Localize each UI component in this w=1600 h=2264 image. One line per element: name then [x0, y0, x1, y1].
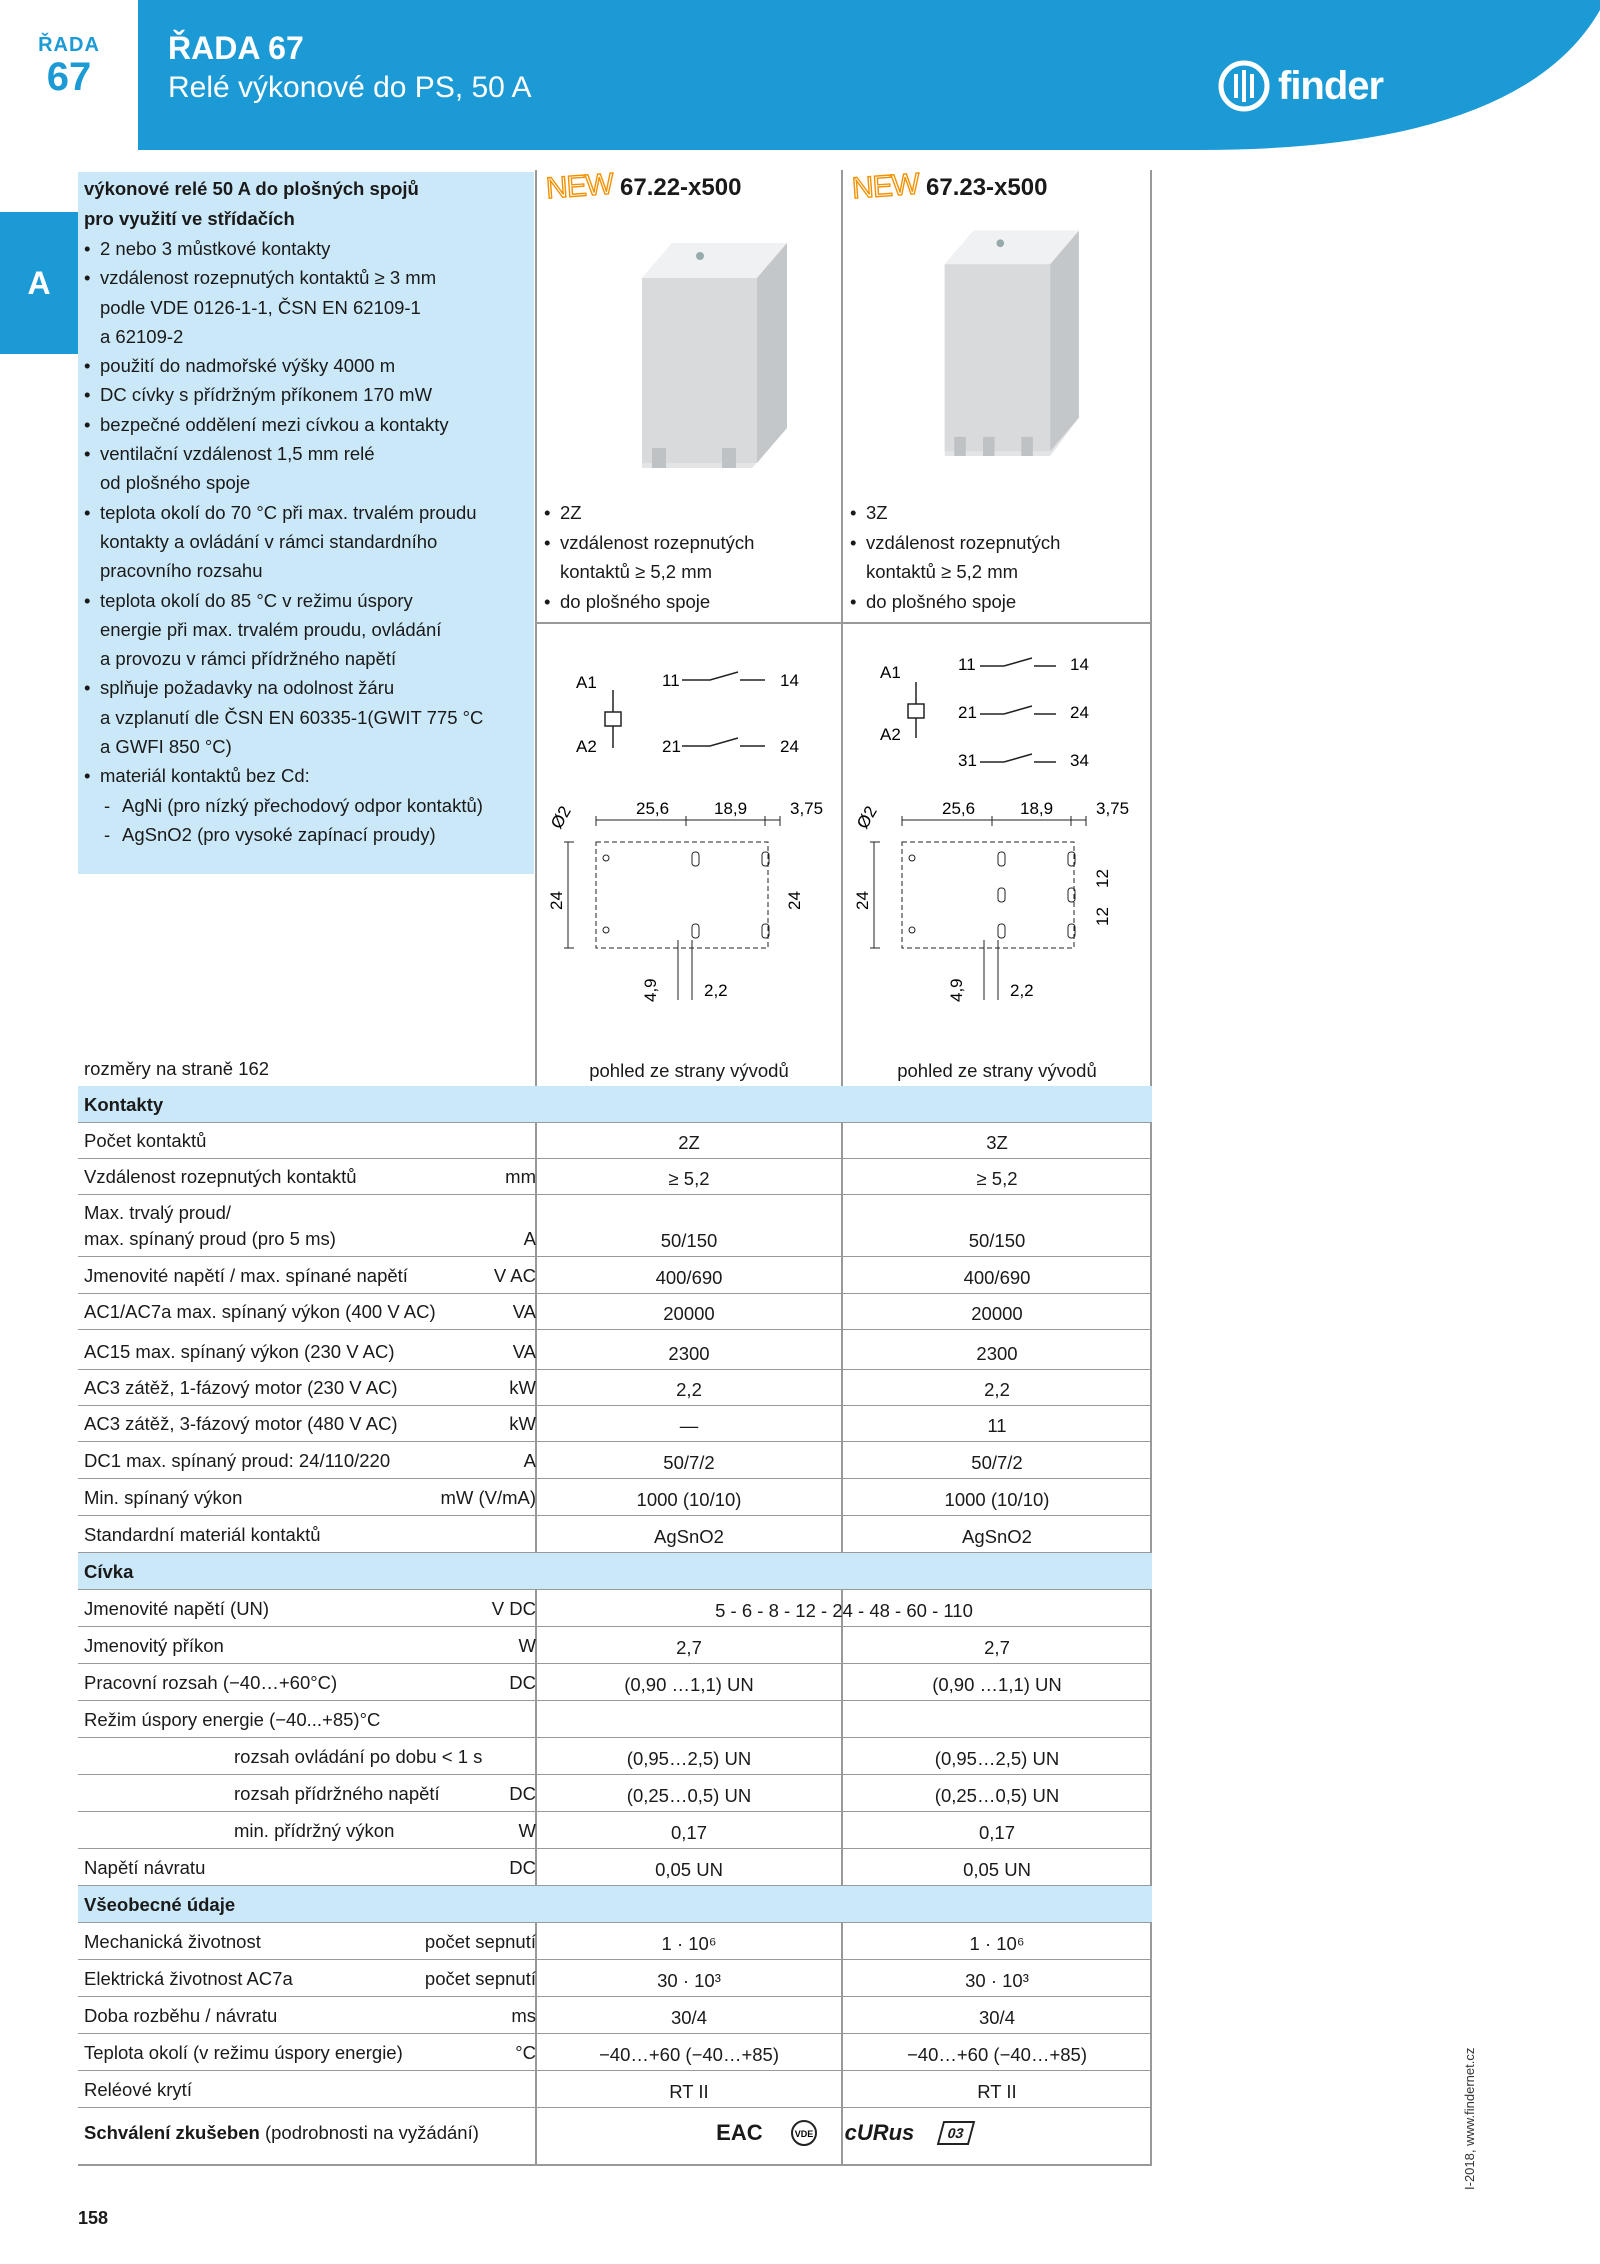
wiring-diagram	[846, 630, 1146, 1010]
section-tab: A	[0, 212, 78, 354]
product-features: • 2Z • vzdálenost rozepnutých • kontaktů ≥ 5,2 mm • do plošného spoje	[544, 498, 754, 616]
ul-mark-icon: cURus	[844, 2120, 915, 2145]
brand-logo	[1218, 56, 1383, 116]
list-item: • splňuje požadavky na odolnost žáru	[84, 673, 534, 702]
svg-text:4,9: 4,9	[641, 978, 660, 1002]
coil-a1-label: A1	[576, 673, 597, 692]
svg-text:31: 31	[958, 751, 977, 770]
list-item: a vzplanutí dle ČSN EN 60335-1(GWIT 775 °C	[100, 706, 484, 728]
section-header: Cívka	[78, 1553, 1152, 1590]
brand-name: finder	[1278, 63, 1384, 108]
relay-image	[922, 226, 1092, 456]
list-item: - AgNi (pro nízký přechodový odpor kontaktů)	[84, 791, 534, 820]
table-row: Jmenovité napětí / max. spínané napětí V AC 400/690 400/690	[78, 1257, 1152, 1294]
svg-text:34: 34	[1070, 751, 1089, 770]
divider	[535, 622, 1150, 624]
table-row: DC1 max. spínaný proud: 24/110/220 A 50/7/2 50/7/2	[78, 1442, 1152, 1479]
list-item: a GWFI 850 °C)	[100, 736, 232, 758]
list-item: energie při max. trvalém proudu, ovládání	[100, 618, 442, 640]
table-row: min. přídržný výkon W 0,17 0,17	[78, 1812, 1152, 1849]
svg-text:Ø2: Ø2	[853, 802, 881, 832]
table-row: Jmenovitý příkon W 2,7 2,7	[78, 1627, 1152, 1664]
list-item: • ventilační vzdálenost 1,5 mm relé	[84, 439, 534, 468]
svg-text:2,2: 2,2	[704, 981, 728, 1000]
svg-text:14: 14	[1070, 655, 1089, 674]
table-row: Napětí návratu DC 0,05 UN 0,05 UN	[78, 1849, 1152, 1886]
svg-text:24: 24	[547, 891, 566, 910]
svg-text:18,9: 18,9	[1020, 799, 1054, 818]
list-item: • bezpečné oddělení mezi cívkou a kontakty	[84, 410, 534, 439]
svg-text:3,75: 3,75	[1096, 799, 1130, 818]
feature-list	[78, 234, 534, 849]
list-item: • materiál kontaktů bez Cd:	[84, 761, 534, 790]
table-row: rozsah přídržného napětí DC (0,25…0,5) UN (0,25…0,5) UN	[78, 1775, 1152, 1812]
relay-image	[622, 238, 792, 468]
svg-text:12: 12	[1093, 869, 1112, 888]
new-badge: NEW	[850, 167, 921, 206]
table-row: AC1/AC7a max. spínaný výkon (400 V AC) VA 20000 20000	[78, 1293, 1152, 1330]
svg-text:Ø2: Ø2	[547, 802, 575, 832]
coil-a2-label: A2	[576, 737, 597, 756]
section-header: Kontakty	[78, 1086, 1152, 1123]
list-item: • teplota okolí do 85 °C v režimu úspory	[84, 586, 534, 615]
table-row: rozměry na straně 162 pohled ze strany vývodů pohled ze strany vývodů	[84, 1058, 1097, 1081]
eac-mark-icon: EAC	[716, 2120, 763, 2145]
title: ŘADA 67	[168, 30, 304, 66]
list-item: a 62109-2	[100, 325, 184, 347]
svg-text:11: 11	[958, 655, 976, 674]
subtitle: Relé výkonové do PS, 50 A	[168, 71, 532, 104]
list-item: • teplota okolí do 70 °C při max. trvalém proudu	[84, 498, 534, 527]
table-row: Vzdálenost rozepnutých kontaktů mm ≥ 5,2 ≥ 5,2	[78, 1158, 1152, 1195]
svg-text:21: 21	[662, 737, 681, 756]
table-row: Doba rozběhu / návratu ms 30/4 30/4	[78, 1997, 1152, 2034]
svg-text:4,9: 4,9	[947, 978, 966, 1002]
product-code: 67.23-x500	[926, 174, 1048, 201]
wiring-diagram	[540, 630, 840, 1010]
approval-marks	[536, 2118, 1152, 2148]
list-item: pracovního rozsahu	[100, 560, 263, 582]
table-row: Elektrická životnost AC7a počet sepnutí 30 · 10³ 30 · 10³	[78, 1960, 1152, 1997]
table-row: rozsah ovládání po dobu < 1 s (0,95…2,5) UN (0,95…2,5) UN	[78, 1738, 1152, 1775]
svg-text:21: 21	[958, 703, 977, 722]
table-row: Min. spínaný výkon mW (V/mA) 1000 (10/10) 1000 (10/10)	[78, 1479, 1152, 1516]
edition-note: I-2018, www.findernet.cz	[1462, 2047, 1477, 2190]
list-item: od plošného spoje	[100, 472, 251, 494]
table-row: Schválení zkušeben (podrobnosti na vyžádání) EAC VDE cURus 03	[78, 2108, 1152, 2166]
svg-text:25,6: 25,6	[942, 799, 976, 818]
table-row: Pracovní rozsah (−40…+60°C) DC (0,90 …1,1) UN (0,90 …1,1) UN	[78, 1664, 1152, 1701]
table-row: Počet kontaktů 2Z 3Z	[78, 1122, 1152, 1159]
svg-text:11: 11	[662, 671, 680, 690]
section-header: Všeobecné údaje	[78, 1886, 1152, 1923]
table-row: Teplota okolí (v režimu úspory energie) °C −40…+60 (−40…+85) −40…+60 (−40…+85)	[78, 2034, 1152, 2071]
list-item: - AgSnO2 (pro vysoké zapínací proudy)	[84, 820, 534, 849]
svg-text:24: 24	[853, 891, 872, 910]
finder-logo-icon	[1218, 60, 1270, 112]
new-badge: NEW	[544, 167, 615, 206]
table-row: Jmenovité napětí (UN) V DC 5 - 6 - 8 - 12 - 24 - 48 - 60 - 110	[78, 1590, 1152, 1627]
product-features: • 3Z • vzdálenost rozepnutých • kontaktů ≥ 5,2 mm • do plošného spoje	[850, 498, 1060, 616]
feature-box	[78, 172, 534, 874]
feature-title: výkonové relé 50 A do plošných spojů pro využití ve střídačích	[84, 178, 419, 229]
svg-text:24: 24	[780, 737, 799, 756]
page-title	[168, 30, 532, 105]
table-row: AC3 zátěž, 1-fázový motor (230 V AC) kW 2,2 2,2	[78, 1369, 1152, 1406]
table-row: Standardní materiál kontaktů AgSnO2 AgSnO2	[78, 1516, 1152, 1553]
svg-text:24: 24	[785, 891, 804, 910]
svg-text:2,2: 2,2	[1010, 981, 1034, 1000]
svg-text:A1: A1	[880, 663, 901, 682]
product-features-fix	[544, 558, 560, 586]
svg-text:24: 24	[1070, 703, 1089, 722]
svg-text:A2: A2	[880, 725, 901, 744]
product-features-fix	[850, 558, 866, 586]
table-row: Reléové krytí RT II RT II	[78, 2071, 1152, 2108]
table-row: AC15 max. spínaný výkon (230 V AC) VA 2300 2300	[78, 1333, 1152, 1370]
table-row: Mechanická životnost počet sepnutí 1 · 10⁶ 1 · 10⁶	[78, 1923, 1152, 1960]
svg-text:18,9: 18,9	[714, 799, 748, 818]
svg-text:14: 14	[780, 671, 799, 690]
list-item: • 2 nebo 3 můstkové kontakty	[84, 234, 534, 263]
list-item: • použití do nadmořské výšky 4000 m	[84, 351, 534, 380]
vde-mark-icon	[789, 2118, 819, 2148]
svg-text:25,6: 25,6	[636, 799, 670, 818]
svg-text:12: 12	[1093, 907, 1112, 926]
table-row: AC3 zátěž, 3-fázový motor (480 V AC) kW — 11	[78, 1405, 1152, 1442]
list-item: podle VDE 0126-1-1, ČSN EN 62109-1	[100, 296, 421, 318]
list-item: • DC cívky s přídržným příkonem 170 mW	[84, 380, 534, 409]
list-item: • vzdálenost rozepnutých kontaktů ≥ 3 mm	[84, 263, 534, 292]
svg-text:VDE: VDE	[794, 2129, 813, 2139]
list-item: a provozu v rámci přídržného napětí	[100, 648, 397, 670]
series-tag	[0, 0, 138, 150]
csa-mark-icon: 03	[937, 2121, 975, 2145]
page-number: 158	[78, 2208, 109, 2228]
list-item: kontakty a ovládání v rámci standardního	[100, 530, 438, 552]
product-code: 67.22-x500	[620, 174, 742, 201]
series-number: 67	[46, 55, 92, 99]
table-row: Režim úspory energie (−40...+85)°C	[78, 1701, 1152, 1738]
table-row: Max. trvalý proud/ max. spínaný proud (pro 5 ms) A 50/150 50/150	[78, 1194, 1152, 1257]
svg-text:3,75: 3,75	[790, 799, 824, 818]
series-label: ŘADA	[38, 34, 100, 56]
